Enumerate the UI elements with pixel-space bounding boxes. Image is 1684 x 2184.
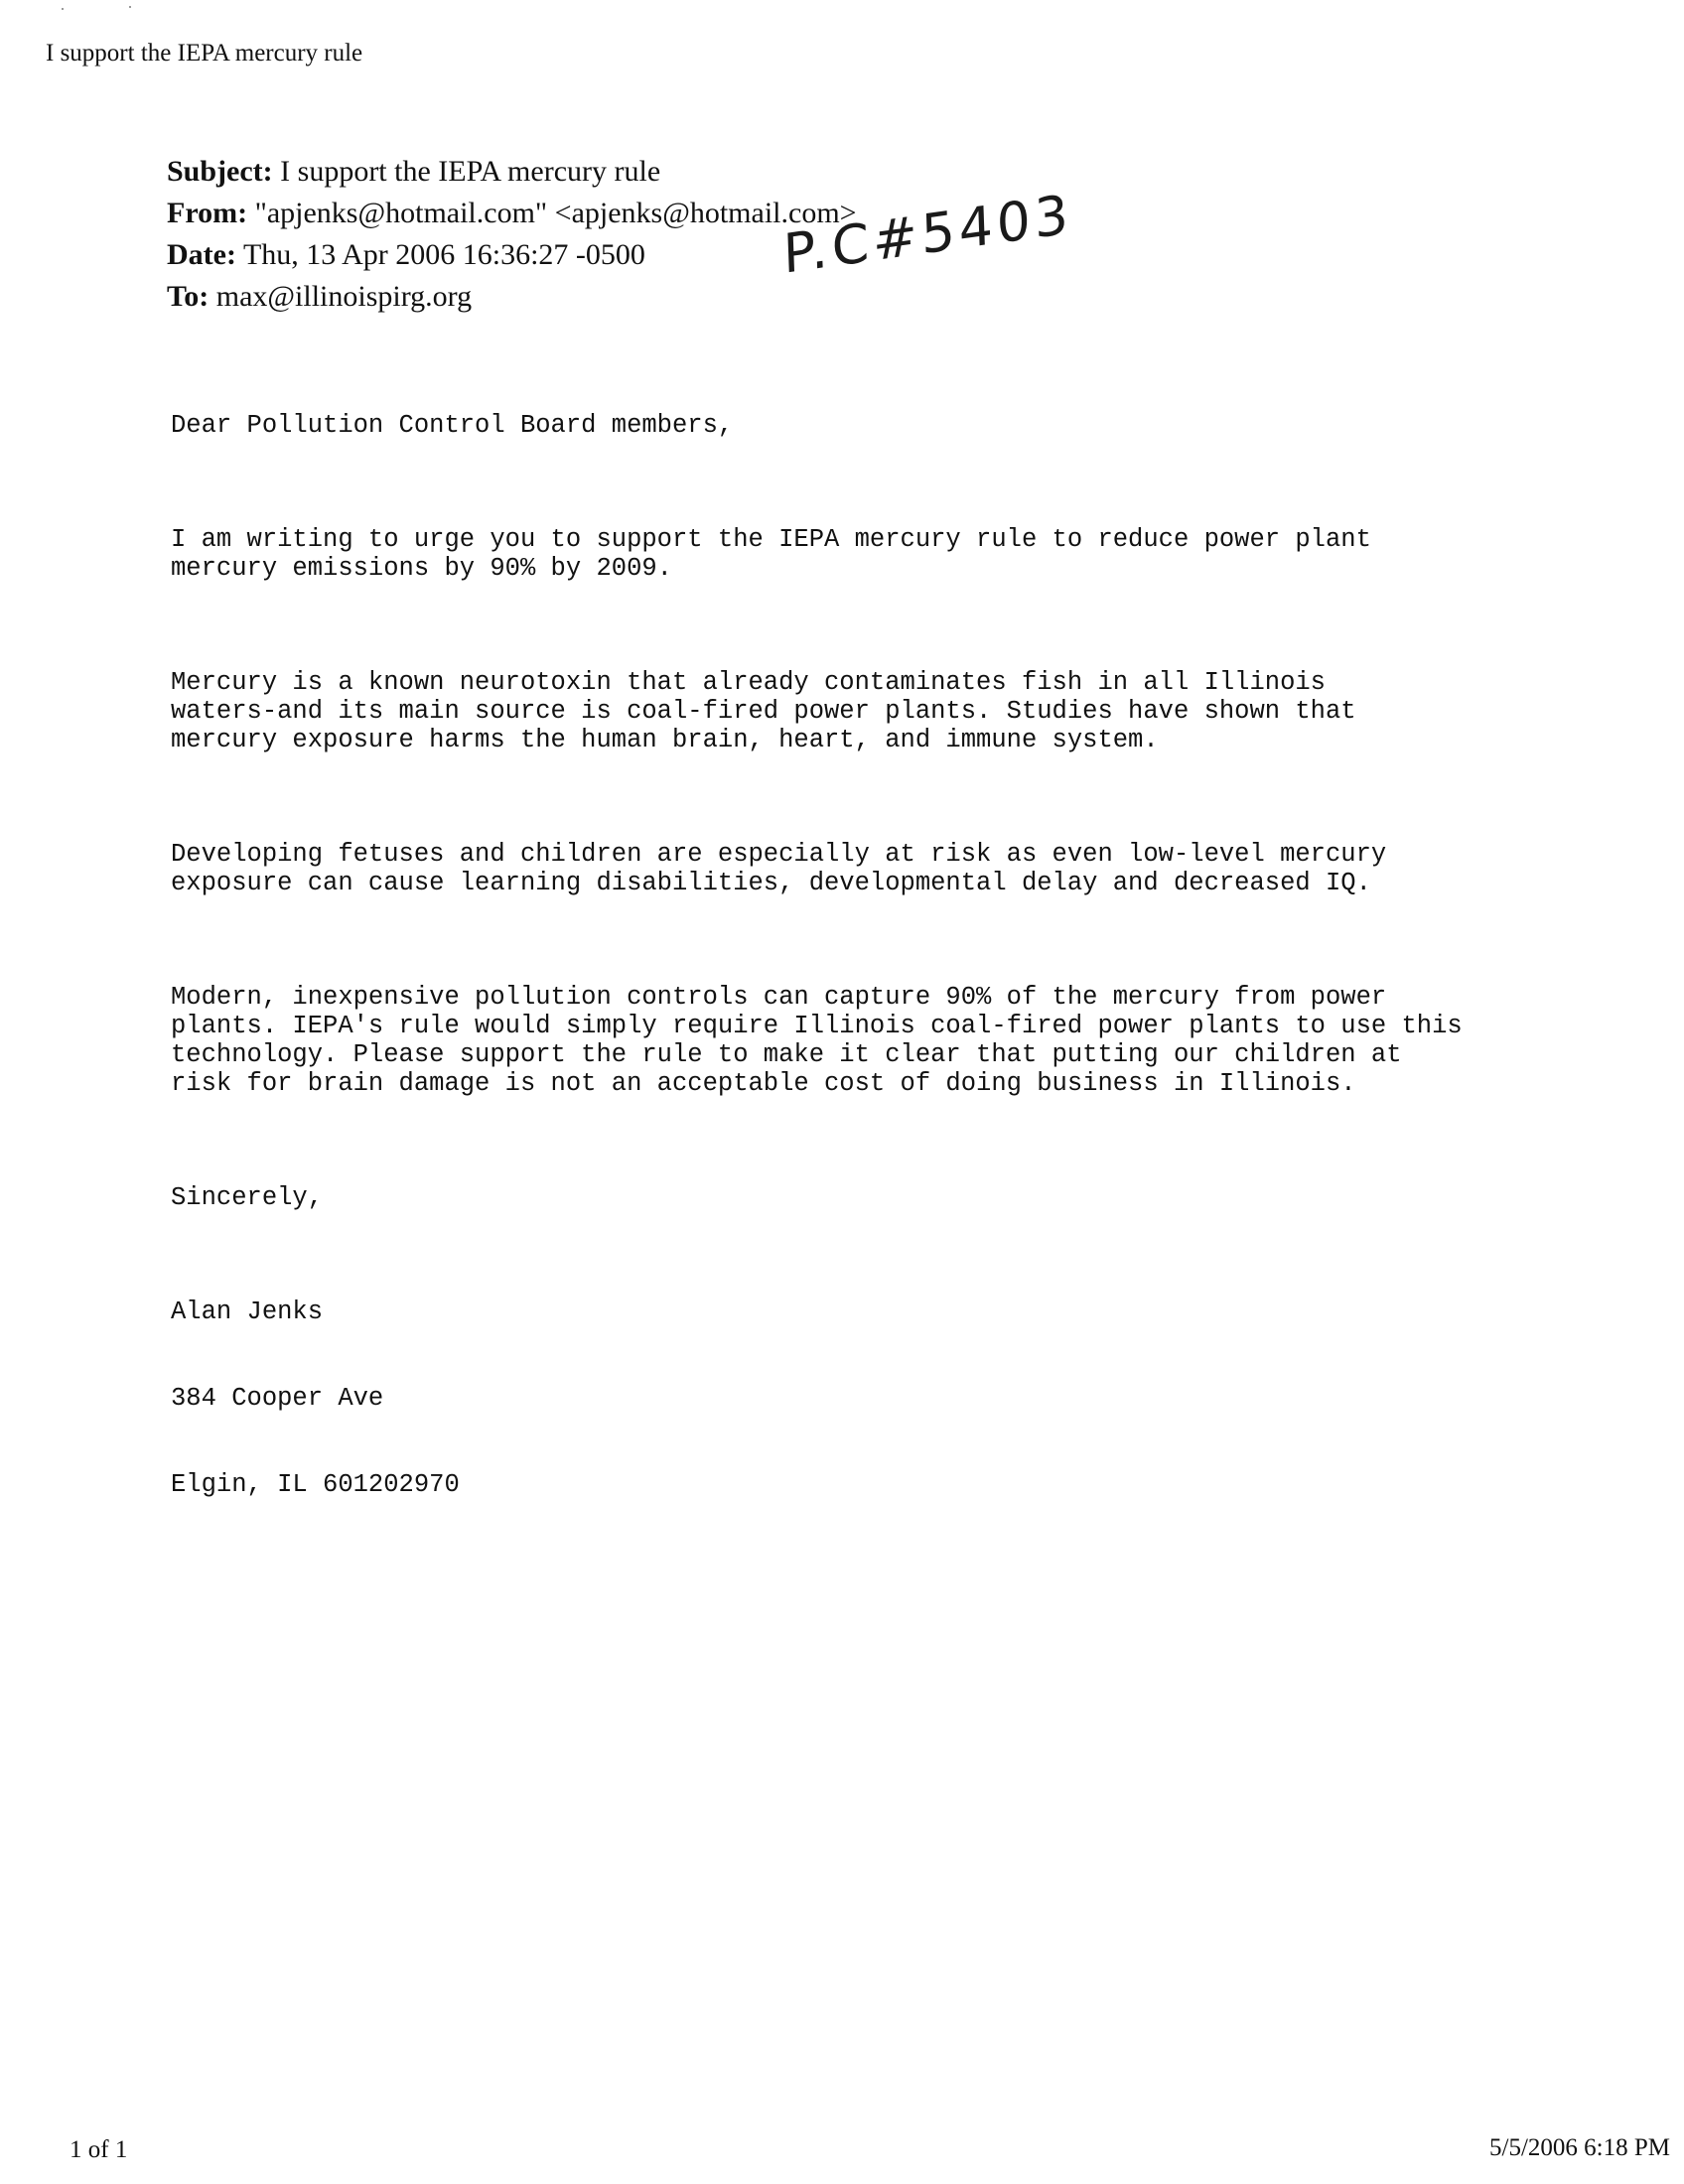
body-paragraph: Developing fetuses and children are especially at risk as even low-level mercury exposure can cause learning disabilities, developmental delay and decreased IQ. xyxy=(171,840,1387,897)
signature-name: Alan Jenks xyxy=(171,1297,324,1326)
email-body xyxy=(171,353,1581,1528)
page-count: 1 of 1 xyxy=(70,2136,128,2163)
printed-timestamp: 5/5/2006 6:18 PM xyxy=(1489,2134,1670,2161)
header-from xyxy=(167,193,857,234)
handwritten-mark: P.C#5403 xyxy=(781,182,1073,286)
salutation: Dear Pollution Control Board members, xyxy=(171,411,734,440)
header-subject xyxy=(167,151,857,193)
header-value: "apjenks@hotmail.com" <apjenks@hotmail.com> xyxy=(254,197,857,229)
header-label: Subject: xyxy=(167,155,273,188)
header-label: From: xyxy=(167,197,248,229)
body-paragraph: Mercury is a known neurotoxin that already contaminates fish in all Illinois waters-and its main source is coal-fired power plants. Studies have shown that mercury exposure harms the human brain, heart, and immune system. xyxy=(171,668,1356,754)
signature-city: Elgin, IL 601202970 xyxy=(171,1470,460,1499)
header-value: I support the IEPA mercury rule xyxy=(280,155,661,188)
scan-speck xyxy=(129,6,131,8)
header-value: max@illinoispirg.org xyxy=(215,280,473,313)
scan-speck xyxy=(62,8,64,10)
email-headers xyxy=(167,151,857,318)
page-header: I support the IEPA mercury rule xyxy=(46,40,363,67)
header-label: Date: xyxy=(167,238,236,271)
header-label: To: xyxy=(167,280,210,313)
body-paragraph: I am writing to urge you to support the IEPA mercury rule to reduce power plant mercury emissions by 90% by 2009. xyxy=(171,525,1371,583)
header-to xyxy=(167,276,857,318)
closing: Sincerely, xyxy=(171,1183,324,1212)
header-date xyxy=(167,234,857,276)
signature-street: 384 Cooper Ave xyxy=(171,1384,384,1413)
header-value: Thu, 13 Apr 2006 16:36:27 -0500 xyxy=(242,238,645,271)
body-paragraph: Modern, inexpensive pollution controls can capture 90% of the mercury from power plants. IEPA's rule would simply require Illinois coal-fired power plants to use this technology. Please support the rule to make it clear that putting our children at risk for brain damage is not an acceptable cost of doing business in Illinois. xyxy=(171,983,1463,1098)
